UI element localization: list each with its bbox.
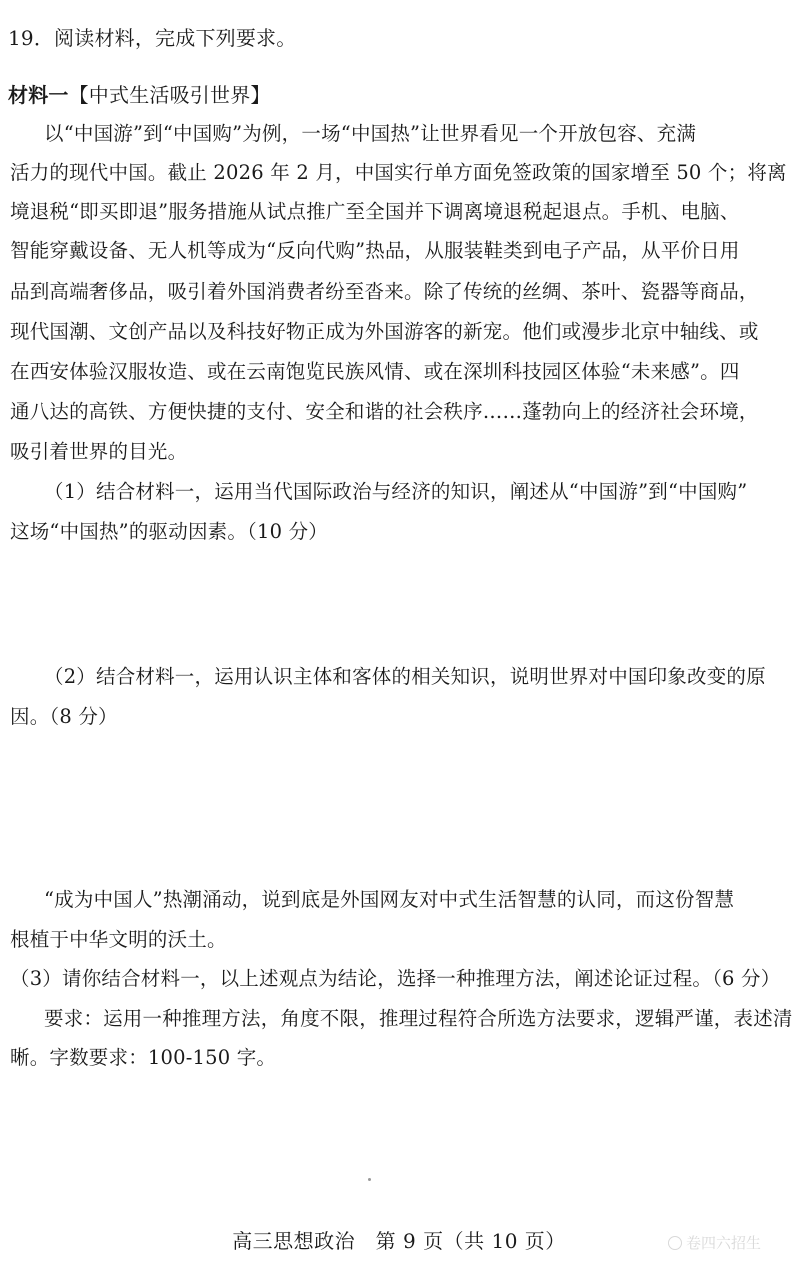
material-line: 活力的现代中国。截止 2026 年 2 月，中国实行单方面免签政策的国家增至 50 个；将离 [10, 161, 787, 184]
material-one-title [8, 83, 788, 107]
material-line: 以“中国游”到“中国购”为例，一场“中国热”让世界看见一个开放包容、充满 [44, 122, 697, 145]
sub-question-line: （2）结合材料一，运用认识主体和客体的相关知识，说明世界对中国印象改变的原 [44, 665, 766, 688]
watermark [668, 1232, 761, 1253]
question-title: 19．阅读材料，完成下列要求。 [8, 26, 297, 50]
page-footer: 高三思想政治 第 9 页（共 10 页） [232, 1229, 566, 1253]
material-line: 品到高端奢侈品，吸引着外国消费者纷至沓来。除了传统的丝绸、茶叶、瓷器等商品， [10, 280, 759, 303]
sub-question-line: 这场“中国热”的驱动因素。（10 分） [10, 520, 328, 543]
passage-line: 根植于中华文明的沃土。 [10, 928, 227, 951]
sub-question-line: （3）请你结合材料一，以上述观点为结论，选择一种推理方法，阐述论证过程。（6 分） [10, 967, 781, 990]
sub-question-line: 因。（8 分） [10, 705, 118, 728]
watermark-logo-icon [668, 1236, 682, 1250]
passage-line: “成为中国人”热潮涌动，说到底是外国网友对中式生活智慧的认同，而这份智慧 [44, 888, 735, 911]
material-line: 吸引着世界的目光。 [10, 440, 188, 463]
material-line: 在西安体验汉服妆造、或在云南饱览民族风情、或在深圳科技园区体验“未来感”。四 [10, 360, 740, 383]
material-line: 智能穿戴设备、无人机等成为“反向代购”热品，从服装鞋类到电子产品，从平价日用 [10, 239, 740, 262]
sub-question-line: （1）结合材料一，运用当代国际政治与经济的知识，阐述从“中国游”到“中国购” [44, 480, 748, 503]
material-line: 通八达的高铁、方便快捷的支付、安全和谐的社会秩序……蓬勃向上的经济社会环境， [10, 400, 759, 423]
scan-speck [368, 1178, 371, 1181]
requirement-line: 要求：运用一种推理方法，角度不限，推理过程符合所选方法要求，逻辑严谨，表述清 [44, 1007, 793, 1030]
material-one-label: 材料一 [8, 83, 69, 107]
material-line: 境退税“即买即退”服务措施从试点推广至全国并下调离境退税起退点。手机、电脑、 [10, 200, 740, 223]
requirement-line: 晰。字数要求：100-150 字。 [10, 1046, 277, 1069]
watermark-text: 卷四六招生 [686, 1234, 762, 1252]
material-line: 现代国潮、文创产品以及科技好物正成为外国游客的新宠。他们或漫步北京中轴线、或 [10, 320, 759, 343]
material-one-heading: 【中式生活吸引世界】 [68, 83, 271, 107]
